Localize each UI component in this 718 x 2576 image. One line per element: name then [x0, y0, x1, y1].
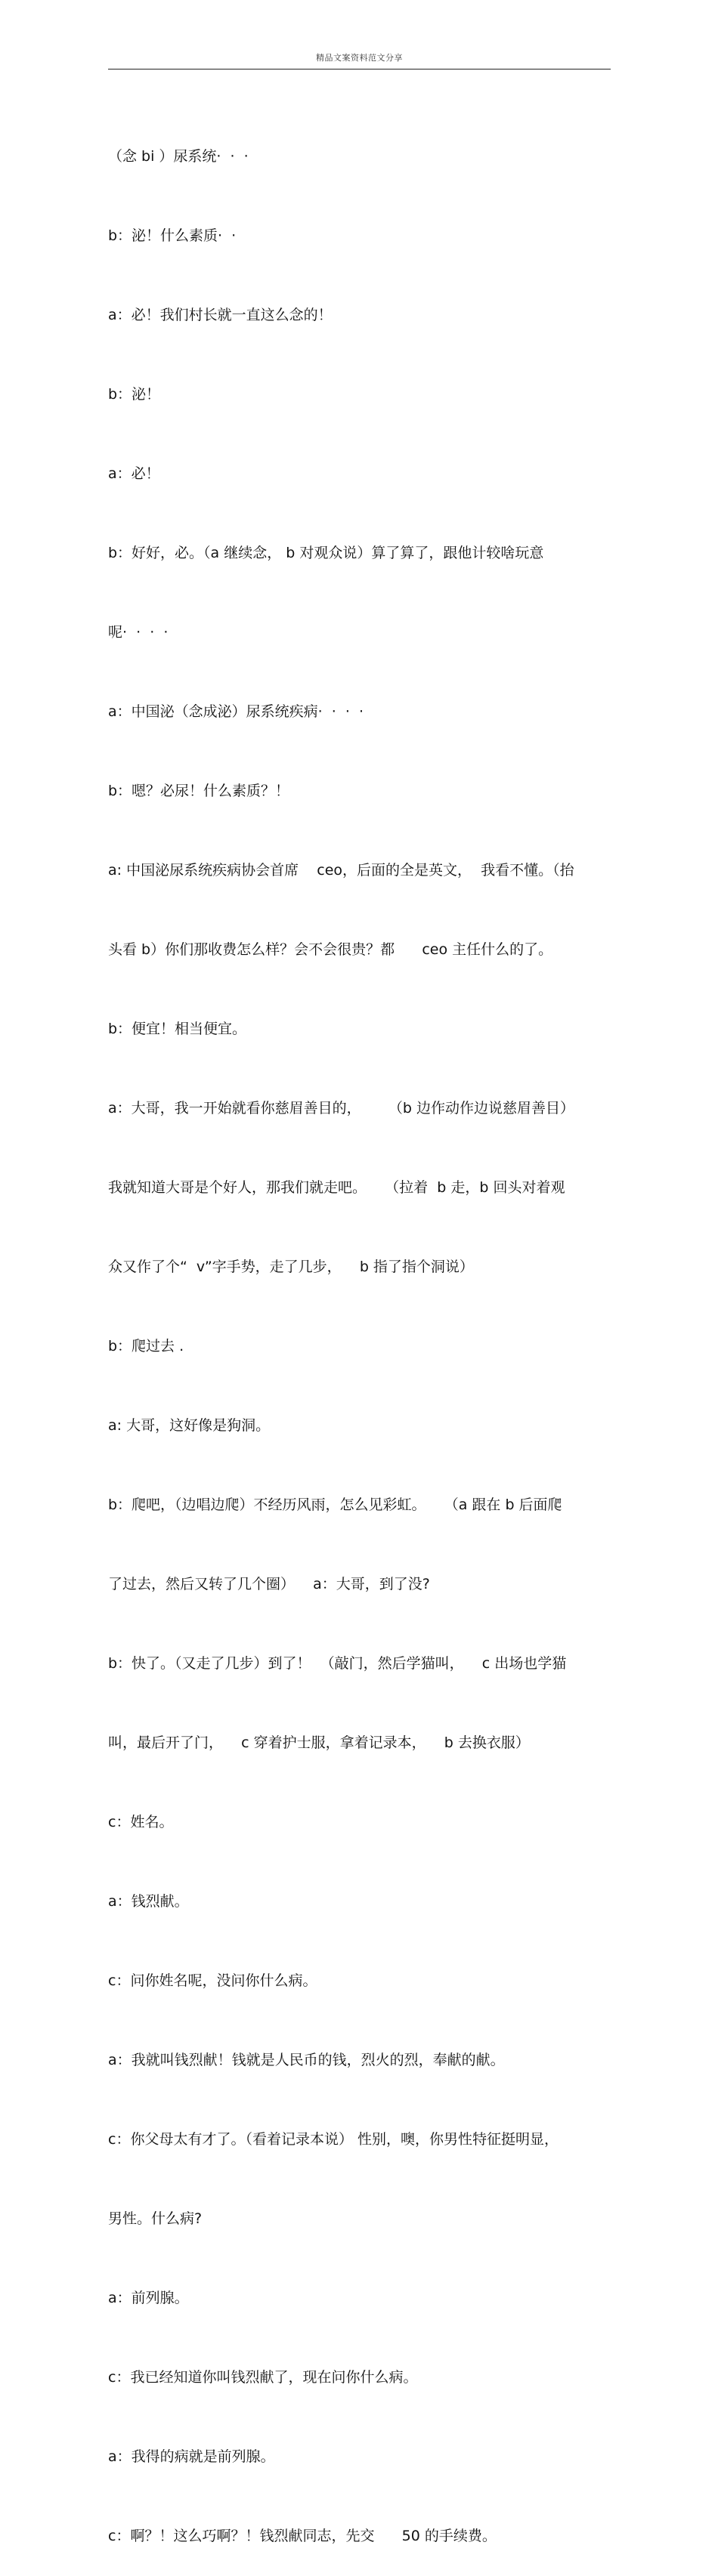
text-line: b：嗯？必尿！什么素质？！	[108, 783, 290, 799]
text-line: c：你父母太有才了。（看着记录本说） 性别，噢，你男性特征挺明显，	[108, 2131, 559, 2148]
text-line: 呢· · · ·	[108, 624, 169, 641]
text-line: a：必！	[108, 465, 160, 482]
text-line: 了过去，然后又转了几个圈） a：大哥，到了没?	[108, 1576, 430, 1592]
text-line: 众又作了个“ v”字手势，走了几步， b 指了指个洞说）	[108, 1259, 474, 1275]
text-line: a：我得的病就是前列腺。	[108, 2448, 275, 2465]
text-line: c：啊？！这么巧啊？！钱烈献同志，先交 50 的手续费。	[108, 2528, 497, 2544]
text-line: 头看 b）你们那收费怎么样？会不会很贵？都 ceo 主任什么的了。	[108, 941, 553, 958]
text-line: a：前列腺。	[108, 2290, 189, 2306]
text-line: b：爬吧，（边唱边爬）不经历风雨，怎么见彩虹。 （a 跟在 b 后面爬	[108, 1496, 562, 1513]
text-line: c：姓名。	[108, 1814, 174, 1830]
document-body	[108, 91, 613, 2576]
text-line: （念 bi ）尿系统· · ·	[108, 148, 249, 165]
page-header	[108, 47, 611, 69]
text-line: c：我已经知道你叫钱烈献了，现在问你什么病。	[108, 2369, 418, 2386]
text-line: a: 大哥，这好像是狗洞。	[108, 1417, 271, 1434]
text-line: a：我就叫钱烈献！钱就是人民币的钱，烈火的烈，奉献的献。	[108, 2052, 505, 2068]
text-line: a: 中国泌尿系统疾病协会首席 ceo，后面的全是英文， 我看不懂。（抬	[108, 862, 574, 879]
text-line: a：中国泌（念成泌）尿系统疾病· · · ·	[108, 703, 364, 720]
text-line: c：问你姓名呢，没问你什么病。	[108, 1972, 317, 1989]
text-line: a：钱烈献。	[108, 1893, 189, 1910]
text-line: b：便宜！相当便宜。	[108, 1021, 247, 1037]
text-line: b：泌！	[108, 386, 161, 403]
text-line: b：泌！什么素质· ·	[108, 227, 237, 244]
text-line: b：快了。（又走了几步）到了！ （敲门，然后学猫叫， c 出场也学猫	[108, 1655, 567, 1672]
text-line: 我就知道大哥是个好人，那我们就走吧。 （拉着 b 走，b 回头对着观	[108, 1179, 565, 1196]
text-line: 男性。什么病?	[108, 2210, 203, 2227]
text-line: 叫，最后开了门， c 穿着护士服，拿着记录本， b 去换衣服）	[108, 1734, 530, 1751]
text-line: a：必！我们村长就一直这么念的！	[108, 307, 333, 323]
text-line: b：爬过去 .	[108, 1338, 184, 1354]
text-line: b：好好，必。（a 继续念， b 对观众说）算了算了，跟他计较啥玩意	[108, 545, 544, 561]
header-title: 精品文案资料范文分享	[316, 53, 403, 63]
text-line: a：大哥，我一开始就看你慈眉善目的， （b 边作动作边说慈眉善目）	[108, 1100, 574, 1117]
